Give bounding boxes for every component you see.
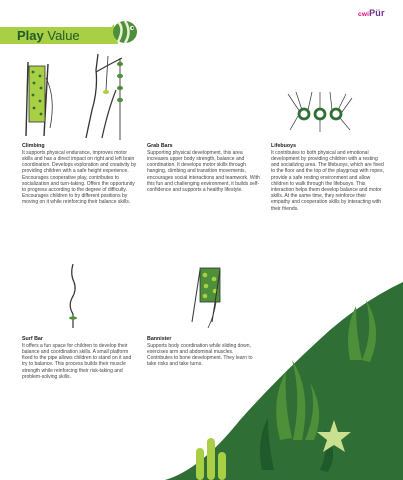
item-description: Supports body coordination while sliding down, exercises arm and abdominal muscles. Contributes to bone development. They learn to take risks and take turns.	[147, 342, 253, 368]
page-title-bold: Play	[17, 28, 44, 43]
brand-name: Pür	[369, 8, 385, 18]
page-title-rest: Value	[47, 28, 80, 43]
item-title: Lifebuoys	[271, 143, 297, 149]
item-description: It contributes to both physical and emotional development by providing children with a resting and socializing area. The lifebuoys, which are fixed to the floor and the top of the playgroup with ropes, provide a safe resting environment and allow children to walk through the lifebuoys. This interaction helps them develop balance and motor skills. At the same time, they reinforce their empathy and cooperation skills by interacting with their friends.	[271, 149, 384, 212]
item-title: Bannister	[147, 336, 172, 342]
brand-prefix: cwi	[358, 11, 370, 18]
item-title: Grab Bars	[147, 143, 173, 149]
item-description: It offers a fun space for children to develop their balance and coordination skills. A small platform fixed to the pipe allows children to stand on it and try to balance. This process builds their muscle strength while reinforcing their risk-taking and problem-solving skills.	[22, 342, 132, 380]
item-description: It supports physical endurance, improves motor skills and has a direct impact on right and left brain coordination. Develops exploration and creativity by providing children with a safe height experience. Encourages cooperative play, contributes to socialization and turn-taking. Offers the opportunity to progress according to the degree of difficulty. Encourages children to try different positions by moving on it while reinforcing their balance skills.	[22, 149, 137, 206]
item-title: Climbing	[22, 143, 45, 149]
item-description: Supporting physical development, this area increases upper body strength, balance and coordination. It develops motor skills through hanging, climbing and transition movements, encourages social interactions and teamwork. With this fun and challenging environment, it builds self-confidence and supports a healthy lifestyle.	[147, 149, 260, 193]
item-title: Surf Bar	[22, 336, 43, 342]
